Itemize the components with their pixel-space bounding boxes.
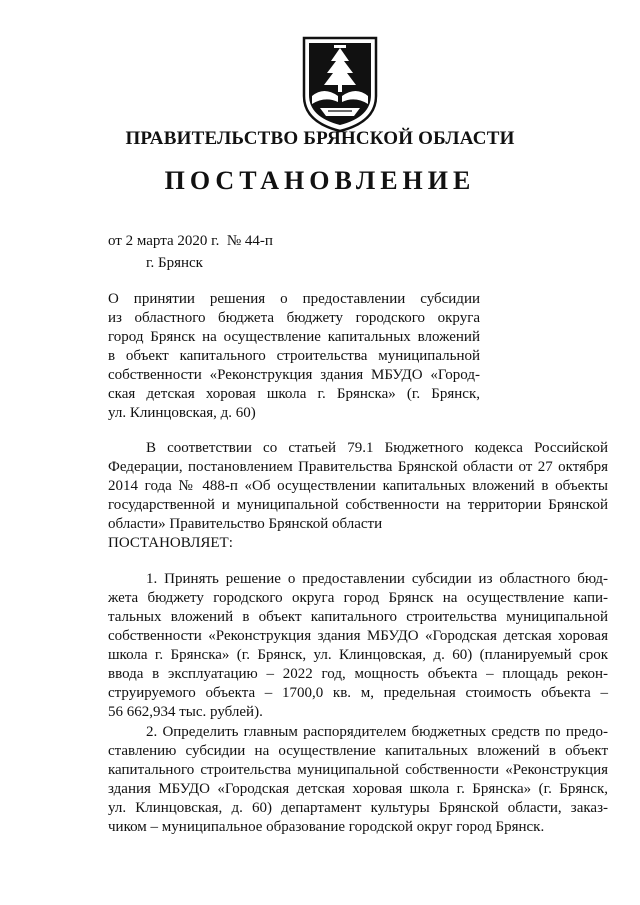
subject-line: собственности «Реконструкция здания МБУДО «Город- [108, 367, 480, 383]
item-line: ул. Клинцовская, д. 60) департамент культуры Брянской области, заказ- [108, 800, 608, 816]
document-city: г. Брянск [146, 255, 203, 271]
preamble-line: области» Правительство Брянской области [108, 516, 383, 532]
item-line: собственности «Реконструкция здания МБУДО «Городская детская хоровая [108, 628, 608, 644]
subject-line: из областного бюджета бюджету городского округа [108, 310, 480, 326]
item-line: тальных вложений в объект капитального строительства муниципальной [108, 609, 608, 625]
item-line: жета бюджету городского округа город Брянск на осуществление капи- [108, 590, 608, 606]
document-date-number: от 2 марта 2020 г. № 44-п [108, 233, 273, 249]
item-line: ставлению субсидии на осуществление капитальных вложений в объект [108, 743, 608, 759]
subject-line: О принятии решения о предоставлении субсидии [108, 291, 480, 307]
organization-title: ПРАВИТЕЛЬСТВО БРЯНСКОЙ ОБЛАСТИ [125, 128, 515, 149]
item-line: ввода в эксплуатацию – 2022 год, мощность объекта – площадь рекон- [108, 666, 608, 682]
document-type-title: ПОСТАНОВЛЕНИЕ [164, 166, 476, 195]
item-line: здания МБУДО «Городская детская хоровая школа г. Брянска» (г. Брянск, [108, 781, 608, 797]
preamble-line: В соответствии со статьей 79.1 Бюджетного кодекса Российской [146, 440, 608, 456]
item-line: 56 662,934 тыс. рублей). [108, 704, 263, 720]
subject-line: ул. Клинцовская, д. 60) [108, 405, 256, 421]
subject-line: город Брянск на осуществление капитальных вложений [108, 329, 480, 345]
item-line: струируемого объекта – 1700,0 кв. м, предельная стоимость объекта – [108, 685, 608, 701]
subject-line: в объект капитального строительства муниципальной [108, 348, 480, 364]
item-line: капитального строительства муниципальной собственности «Реконструкция [108, 762, 608, 778]
item-line: 1. Принять решение о предоставлении субсидии из областного бюд- [146, 571, 608, 587]
preamble-line: Федерации, постановлением Правительства Брянской области от 27 октября [108, 459, 608, 475]
subject-line: ская детская хоровая школа г. Брянска» (г. Брянск, [108, 386, 480, 402]
coat-of-arms-emblem [298, 34, 382, 134]
preamble-line: 2014 года № 488-п «Об осуществлении капитальных вложений в объекты [108, 478, 608, 494]
item-line: чиком – муниципальное образование городской округ город Брянск. [108, 819, 545, 835]
resolves-heading: ПОСТАНОВЛЯЕТ: [108, 535, 233, 551]
preamble-line: государственной и муниципальной собственности на территории Брянской [108, 497, 608, 513]
item-line: 2. Определить главным распорядителем бюджетных средств по предо- [146, 724, 608, 740]
item-line: школа г. Брянска» (г. Брянск, ул. Клинцовская, д. 60) (планируемый срок [108, 647, 608, 663]
